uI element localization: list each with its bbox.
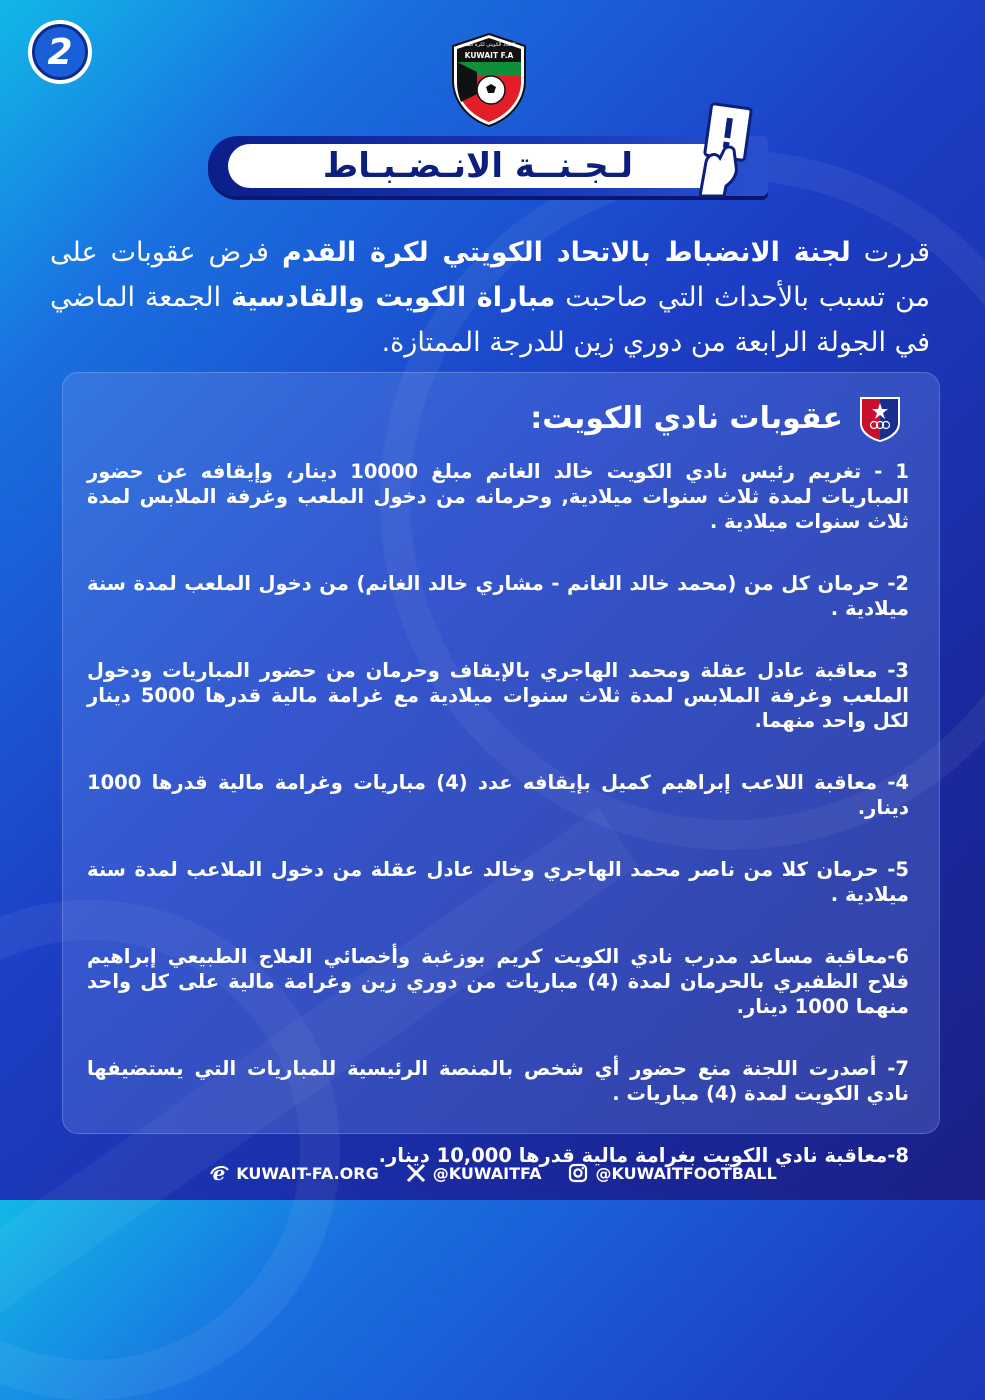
panel-title: عقوبات نادي الكويت: (530, 400, 843, 436)
penalties-list (87, 459, 909, 1205)
intro-text-2: فرض عقوبات على من تسبب بالأحداث التي صاحبت (50, 237, 930, 313)
instagram-handle[interactable]: @KUWAITFOOTBALL (595, 1163, 777, 1183)
panel-header (530, 393, 903, 443)
website-link[interactable]: KUWAIT-FA.ORG (236, 1163, 379, 1183)
referee-card-hand-icon (686, 100, 770, 200)
x-logo-icon (405, 1162, 427, 1184)
title-banner (208, 136, 768, 196)
instagram-icon (567, 1162, 589, 1184)
x-handle[interactable]: @KUWAITFA (432, 1163, 542, 1183)
penalties-panel (62, 372, 940, 1167)
page-number-badge (28, 20, 92, 84)
footer-x[interactable] (405, 1162, 542, 1184)
footer-social-bar (0, 1158, 985, 1188)
intro-bold-match: مباراة الكويت والقادسية (231, 282, 556, 313)
penalty-item: 4- معاقبة اللاعب إبراهيم كميل بإيقافه عدد (4) مباريات وغرامة مالية قدرها 1000 دينار. (87, 771, 910, 819)
intro-text-1: قررت (850, 237, 931, 268)
penalty-item: 8-معاقبة نادي الكويت بغرامة مالية قدرها 10,000 دينار. (378, 1144, 909, 1167)
penalty-item: 2- حرمان كل من (محمد خالد الغانم - مشاري خالد الغانم) من دخول الملعب لمدة سنة ميلادية . (87, 572, 909, 620)
logo-text: KUWAIT F.A (464, 51, 514, 60)
penalty-item: 7- أصدرت اللجنة منع حضور أي شخص بالمنصة الرئيسية للمباريات التي يستضيفها نادي الكويت لمدة (4) مباريات . (87, 1057, 909, 1105)
penalty-item: 3- معاقبة عادل عقلة ومحمد الهاجري بالإيقاف وحرمان من حضور المباريات ودخول الملعب وغرفة الملابس لمدة ثلاث سنوات ميلادية مع غرامة مالية قدرها 5000 دينار لكل واحد منهما. (87, 659, 909, 732)
title-banner-inner (228, 144, 728, 188)
kuwait-fa-logo (449, 32, 529, 128)
footer-instagram[interactable] (567, 1162, 776, 1184)
kuwait-club-badge-icon (857, 393, 903, 443)
page-number: 2 (47, 31, 73, 73)
intro-text-3: الجمعة الماضي في الجولة الرابعة من دوري زين للدرجة الممتازة. (50, 282, 930, 358)
svg-text:e: e (212, 1162, 226, 1184)
penalty-item: 1 - تغريم رئيس نادي الكويت خالد الغانم مبلغ 10000 دينار، وإيقافه عن حضور المباريات لمدة ثلاث سنوات ميلادية, وحرمانه من دخول الملعب وغرفة الملابس لمدة ثلاث سنوات ميلادية . (87, 460, 909, 533)
footer-website[interactable] (208, 1162, 378, 1184)
penalty-item: 5- حرمان كلا من ناصر محمد الهاجري وخالد عادل عقلة من دخول الملاعب لمدة سنة ميلادية . (87, 858, 909, 906)
browser-icon (208, 1162, 230, 1184)
banner-title: لـجـنــة الانـضـبـاط (322, 146, 634, 186)
logo-arabic-text: الاتحاد الكويتي لكرة القدم (462, 42, 516, 48)
intro-bold-committee: لجنة الانضباط بالاتحاد الكويتي لكرة القدم (281, 237, 851, 268)
intro-paragraph (50, 230, 930, 365)
penalty-item: 6-معاقبة مساعد مدرب نادي الكويت كريم بوزغبة وأخصائي العلاج الطبيعي إبراهيم فلاح الظفيري بالحرمان لمدة (4) مباريات من دوري زين وغرامة مالية على كل واحد منهما 1000 دينار. (87, 945, 910, 1018)
